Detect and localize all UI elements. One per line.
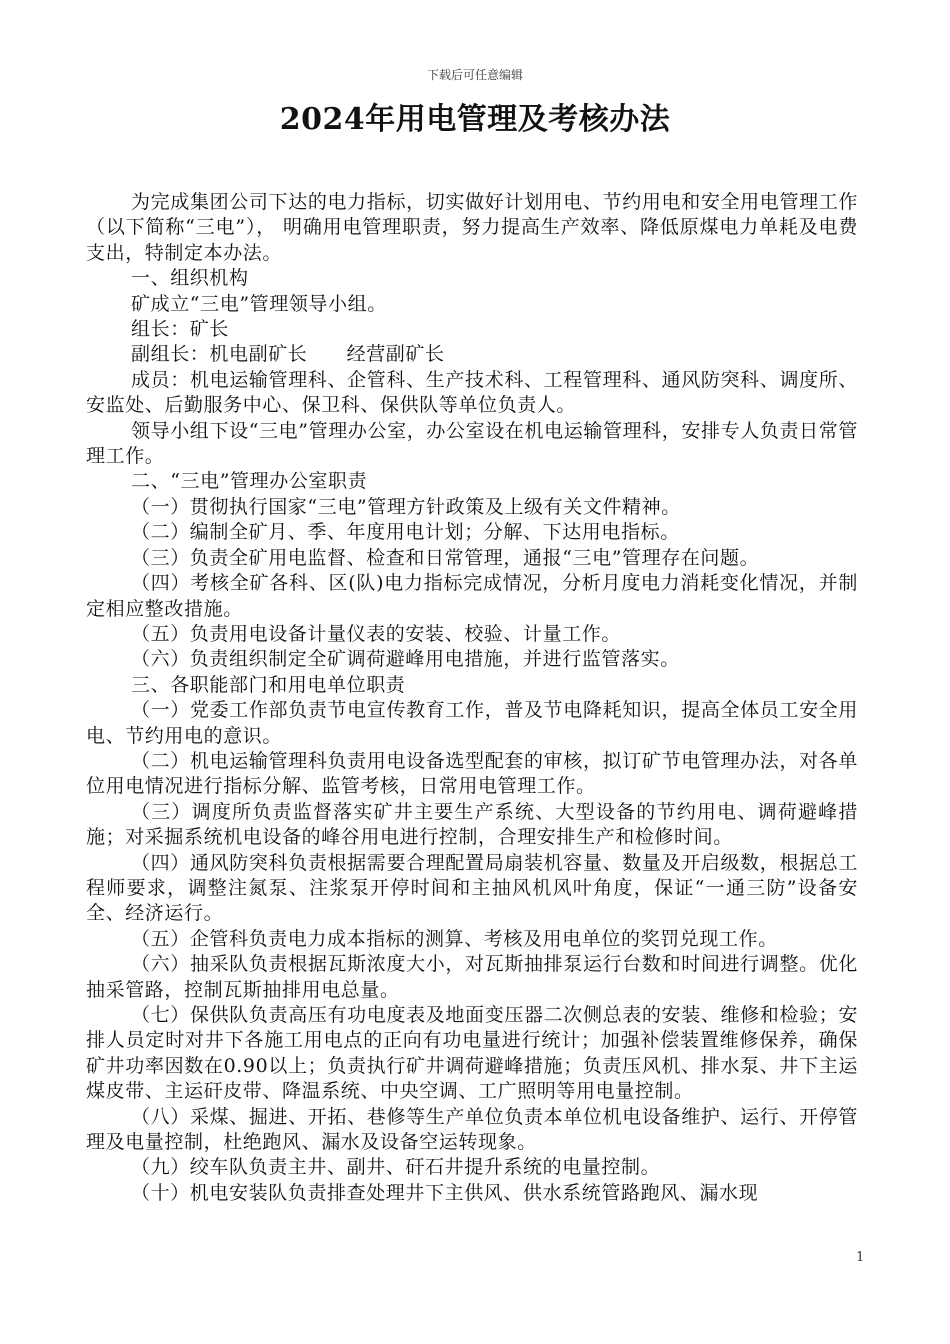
list-item: （三）负责全矿用电监督、检查和日常管理，通报“三电”管理存在问题。: [131, 546, 760, 569]
list-item: （二）机电运输管理科负责用电设备选型配套的审核，拟订矿节电管理办法，对各单位用电情况进行指标分解、监管考核，日常用电管理工作。: [86, 749, 858, 798]
list-item: （三）调度所负责监督落实矿井主要生产系统、大型设备的节约用电、调荷避峰措施；对采掘系统机电设备的峰谷用电进行控制，合理安排生产和检修时间。: [86, 800, 858, 849]
paragraph: 领导小组下设“三电”管理办公室，办公室设在机电运输管理科，安排专人负责日常管理工作。: [86, 419, 858, 468]
list-item: （五）负责用电设备计量仪表的安装、校验、计量工作。: [131, 622, 622, 645]
paragraph: 组长：矿长: [131, 318, 230, 341]
list-item: （八）采煤、掘进、开拓、巷修等生产单位负责本单位机电设备维护、运行、开停管理及电量控制，杜绝跑风、漏水及设备空运转现象。: [86, 1105, 858, 1154]
list-item: （四）考核全矿各科、区(队)电力指标完成情况，分析月度电力消耗变化情况，并制定相应整改措施。: [86, 572, 858, 620]
paragraph: 矿成立“三电”管理领导小组。: [131, 292, 387, 315]
paragraph: 成员：机电运输管理科、企管科、生产技术科、工程管理科、通风防突科、调度所、安监处、后勤服务中心、保卫科、保供队等单位负责人。: [86, 368, 858, 417]
list-item: （六）抽采队负责根据瓦斯浓度大小，对瓦斯抽排泵运行台数和时间进行调整。优化抽采管路，控制瓦斯抽排用电总量。: [86, 953, 858, 1001]
list-item: （一）贯彻执行国家“三电”管理方针政策及上级有关文件精神。: [131, 495, 681, 518]
document-title: 2024年用电管理及考核办法: [279, 102, 671, 137]
list-item: （七）保供队负责高压有功电度表及地面变压器二次侧总表的安装、维修和检验；安排人员定时对井下各施工用电点的正向有功电量进行统计；加强补偿装置维修保养，确保矿井功率因数在0.90以上；负责执行矿井调荷避峰措施；负责压风机、排水泵、井下主运煤皮带、主运矸皮带、降温系统、中央空调、工广照明等用电量控制。: [86, 1004, 858, 1103]
paragraph: 副组长：机电副矿长 经营副矿长: [131, 343, 445, 366]
list-item: （一）党委工作部负责节电宣传教育工作，普及节电降耗知识，提高全体员工安全用电、节约用电的意识。: [86, 699, 858, 747]
page-number: 1: [856, 1250, 865, 1265]
list-item: （五）企管科负责电力成本指标的测算、考核及用电单位的奖罚兑现工作。: [131, 927, 778, 950]
list-item: （四）通风防突科负责根据需要合理配置局扇装机容量、数量及开启级数，根据总工程师要求，调整注氮泵、注浆泵开停时间和主抽风机风叶角度，保证“一通三防”设备安全、经济运行。: [86, 851, 858, 925]
document-body: [86, 190, 858, 1206]
list-item: （十）机电安装队负责排查处理井下主供风、供水系统管路跑风、漏水现: [131, 1181, 759, 1204]
section-heading-organization: 一、组织机构: [131, 267, 249, 290]
list-item: （九）绞车队负责主井、副井、矸石井提升系统的电量控制。: [131, 1156, 661, 1179]
header-note: 下载后可任意编辑: [426, 68, 523, 82]
list-item: （二）编制全矿月、季、年度用电计划；分解、下达用电指标。: [131, 521, 680, 544]
list-item: （六）负责组织制定全矿调荷避峰用电措施，并进行监管落实。: [131, 648, 680, 671]
section-heading-office-duties: 二、“三电”管理办公室职责: [131, 470, 368, 493]
section-heading-department-duties: 三、各职能部门和用电单位职责: [131, 673, 406, 696]
paragraph-intro: 为完成集团公司下达的电力指标，切实做好计划用电、节约用电和安全用电管理工作（以下简称“三电”）， 明确用电管理职责，努力提高生产效率、降低原煤电力单耗及电费支出，特制定本办法。: [86, 191, 858, 264]
